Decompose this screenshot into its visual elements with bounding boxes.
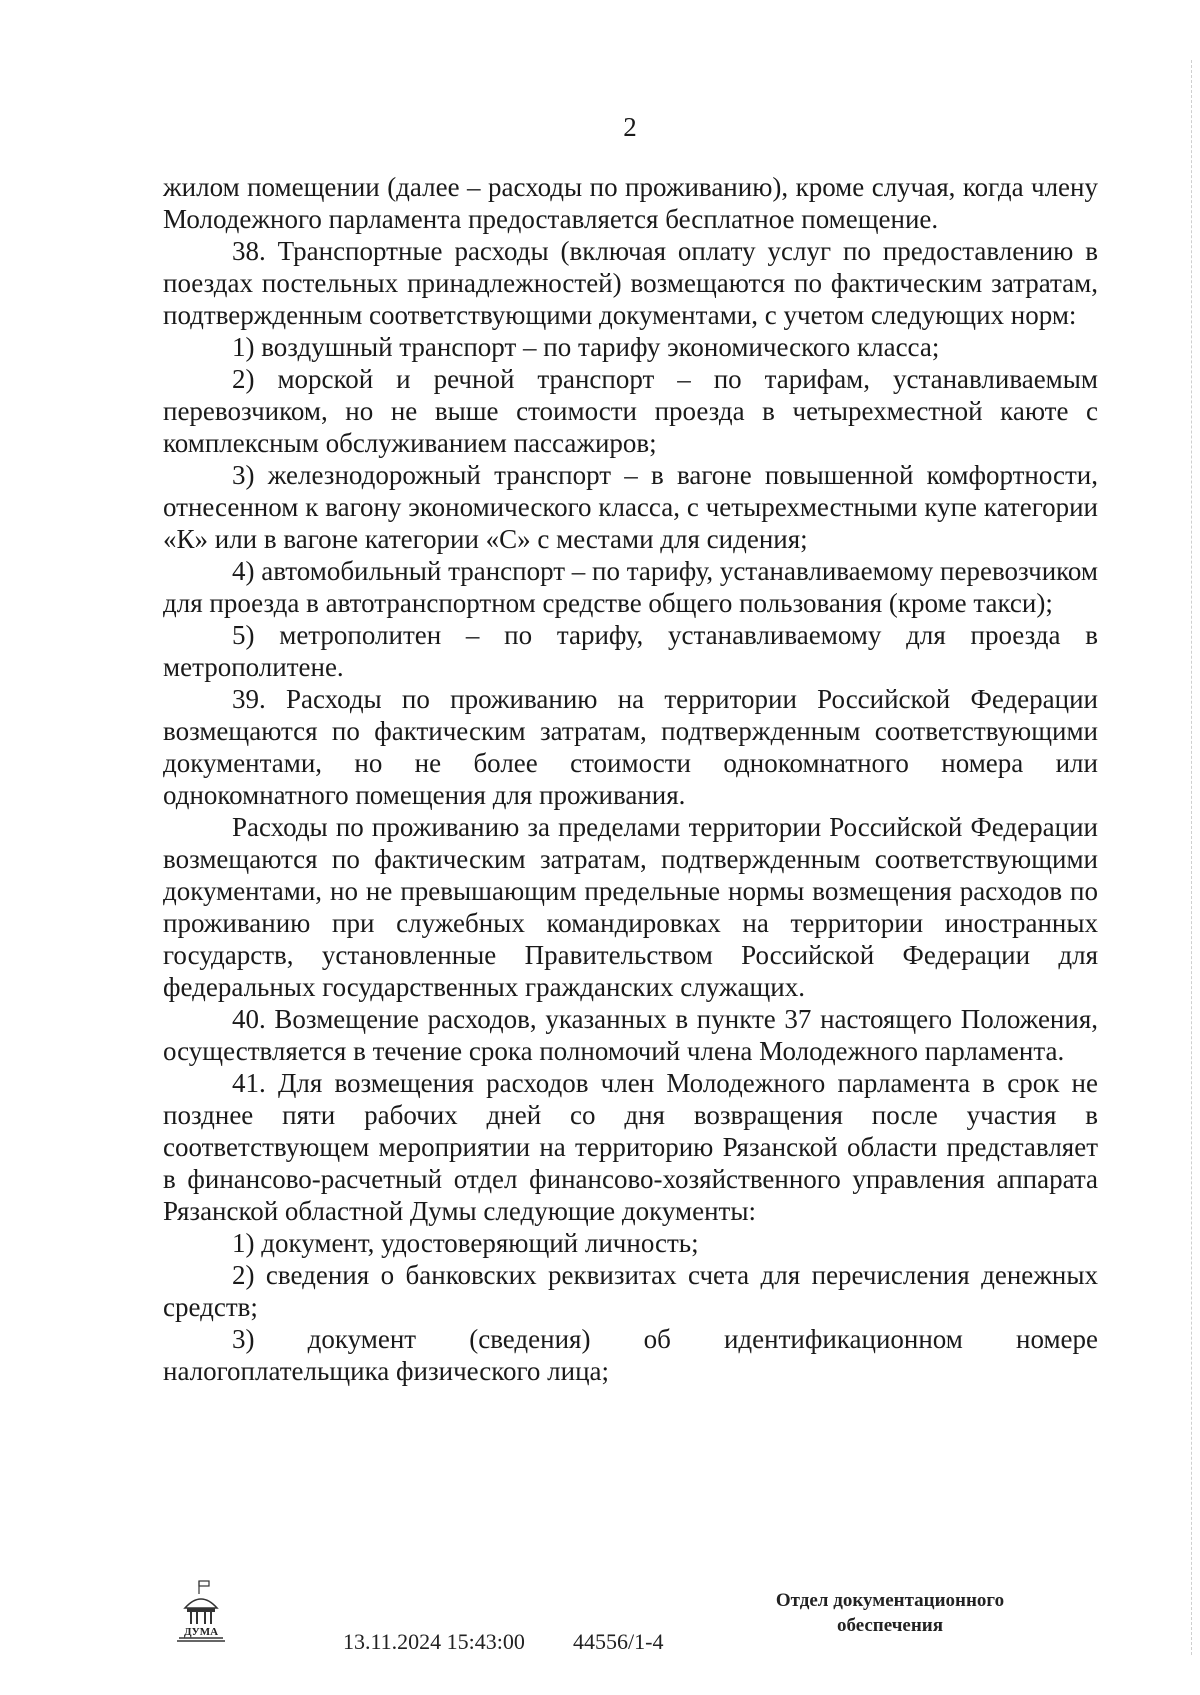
paragraph-subitem-metro: 5) метрополитен – по тарифу, устанавливаемому для проезда в метрополитене. <box>163 620 1098 682</box>
paragraph-subitem-bank: 2) сведения о банковских реквизитах счета для перечисления денежных средств; <box>163 1260 1098 1322</box>
department-stamp-line1: Отдел документационного <box>775 1590 1005 1611</box>
paragraph-subitem-auto: 4) автомобильный транспорт – по тарифу, устанавливаемому перевозчиком для проезда в автотранспортном средстве общего пользования (кроме такси); <box>163 556 1098 618</box>
department-stamp <box>755 1588 1025 1638</box>
paragraph-subitem-inn: 3) документ (сведения) об идентификационном номере налогоплательщика физического лица; <box>163 1324 1098 1386</box>
paragraph-item-40: 40. Возмещение расходов, указанных в пункте 37 настоящего Положения, осуществляется в течение срока полномочий члена Молодежного парламента. <box>163 1004 1098 1066</box>
paragraph-subitem-rail: 3) железнодорожный транспорт – в вагоне повышенной комфортности, отнесенном к вагону экономического класса, с четырехместными купе категории «К» или в вагоне категории «С» с местами для сидения; <box>163 460 1098 554</box>
duma-logo-icon <box>175 1580 227 1642</box>
department-stamp-line2: обеспечения <box>836 1615 944 1636</box>
paragraph-subitem-identity: 1) документ, удостоверяющий личность; <box>232 1228 699 1258</box>
paragraph-item-38: 38. Транспортные расходы (включая оплату услуг по предоставлению в поездах постельных принадлежностей) возмещаются по фактическим затратам, подтвержденным соответствующими документами, с учетом следующих норм: <box>163 236 1098 330</box>
paragraph-item-39: 39. Расходы по проживанию на территории Российской Федерации возмещаются по фактическим затратам, подтвержденным соответствующими документами, но не более стоимости однокомнатного номера или однокомнатного помещения для проживания. <box>163 684 1098 810</box>
registration-datetime: 13.11.2024 15:43:00 <box>343 1629 525 1654</box>
paragraph-subitem-sea: 2) морской и речной транспорт – по тарифам, устанавливаемым перевозчиком, но не выше стоимости проезда в четырехместной каюте с комплексным обслуживанием пассажиров; <box>163 364 1098 458</box>
registration-number: 44556/1-4 <box>573 1629 664 1654</box>
document-body <box>163 171 1098 1387</box>
paragraph-continuation: жилом помещении (далее – расходы по проживанию), кроме случая, когда члену Молодежного парламента предоставляется бесплатное помещение. <box>163 172 1098 234</box>
logo-lettering: ДУМА <box>183 1626 219 1638</box>
page-number: 2 <box>623 112 637 142</box>
paragraph-item-39-abroad: Расходы по проживанию за пределами территории Российской Федерации возмещаются по фактическим затратам, подтвержденным соответствующими документами, но не превышающим предельные нормы возмещения расходов по проживанию при служебных командировках на территории иностранных государств, установленные Правительством Российской Федерации для федеральных государственных гражданских служащих. <box>163 812 1098 1002</box>
paragraph-subitem-air: 1) воздушный транспорт – по тарифу экономического класса; <box>232 332 940 362</box>
scan-edge-line <box>1191 60 1192 1655</box>
paragraph-item-41: 41. Для возмещения расходов член Молодежного парламента в срок не позднее пяти рабочих дней со дня возвращения после участия в соответствующем мероприятии на территорию Рязанской области представляет в финансово-расчетный отдел финансово-хозяйственного управления аппарата Рязанской областной Думы следующие документы: <box>163 1068 1098 1226</box>
